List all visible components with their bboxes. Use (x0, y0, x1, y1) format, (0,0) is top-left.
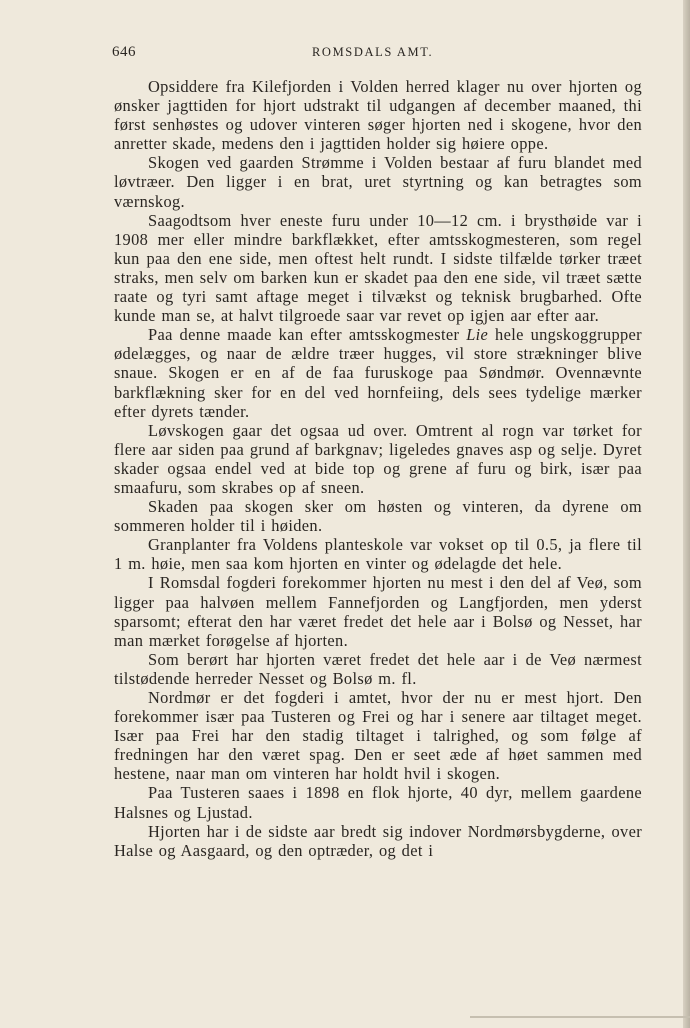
author-name: Lie (466, 325, 489, 345)
paragraph-kilefjorden: Opsiddere fra Kilefjorden i Volden herred klager nu over hjorten og ønsker jagttiden for hjort udstrakt til udgangen af december maaned, thi først senhøstes og udover vinteren søger hjorten ned i skogene, hvor den anretter skade, medens den i jagttiden holder sig høiere oppe. (114, 77, 642, 154)
page-number: 646 (112, 44, 136, 60)
running-head: ROMSDALS AMT. (312, 45, 434, 59)
paragraph-romsdal: I Romsdal fogderi forekommer hjorten nu mest i den del af Veø, som ligger paa halvøen mellem Fannefjorden og Langfjorden, men yderst sparsomt; efterat den har været fredet det hele aar i Bolsø og Nesset, har man mærket forøgelse af hjorten. (114, 573, 642, 650)
page-header (112, 44, 642, 64)
paragraph-tusteren: Paa Tusteren saaes i 1898 en flok hjorte, 40 dyr, mellem gaardene Halsnes og Ljustad. (114, 783, 642, 822)
paragraph-granplanter: Granplanter fra Voldens planteskole var vokset op til 0.5, ja flere til 1 m. høie, men saa kom hjorten en vinter og ødelagde det hele. (114, 535, 642, 574)
paragraph-lovskog: Løvskogen gaar det ogsaa ud over. Omtrent al rogn var tørket for flere aar siden paa grund af barkgnav; ligeledes gnaves asp og selje. Dyret skader ogsaa endel ved at bide top og grene af furu og birk, især paa smaafuru, som skrabes op af sneen. (114, 420, 642, 497)
paragraph-ungskog-after: hele ungskoggrupper ødelægges, og naar de ældre træer hugges, vil store strækninger blive snaue. Skogen er en af de faa furuskoge paa Søndmør. Ovennævnte barkflækning sker for en del ved hornfeiing, dels sees tydelige mærker efter dyrets tænder. (114, 325, 642, 421)
paragraph-skaden: Skaden paa skogen sker om høsten og vinteren, da dyrene om sommeren holder til i høiden. (114, 497, 642, 536)
paragraph-nordmor: Nordmør er det fogderi i amtet, hvor der nu er mest hjort. Den forekommer især paa Tusteren og Frei og har i senere aar tiltaget meget. Især paa Frei har den stadig tiltaget i talrighed, og som følge af fredningen har den været spag. Den er seet æde af høet sammen med hestene, naar man om vinteren har holdt hvil i skogen. (114, 688, 642, 784)
body-text (114, 77, 642, 860)
page-edge (683, 0, 690, 1028)
paragraph-stromme: Skogen ved gaarden Strømme i Volden bestaar af furu blandet med løvtræer. Den ligger i en brat, uret styrtning og kan betragtes som værnskog. (114, 153, 642, 211)
paragraph-ungskog-before: Paa denne maade kan efter amtsskogmester (148, 325, 467, 345)
paragraph-fredet: Som berørt har hjorten været fredet det hele aar i de Veø nærmest tilstødende herreder Nesset og Bolsø m. fl. (114, 649, 642, 688)
paragraph-hjorten-bredt: Hjorten har i de sidste aar bredt sig indover Nordmørsbygderne, over Halse og Aasgaard, og den optræder, og det i (114, 821, 642, 860)
paragraph-barkflaekning: Saagodtsom hver eneste furu under 10—12 cm. i brysthøide var i 1908 mer eller mindre barkflækket, efter amtsskogmesteren, som regel kun paa den ene side, men oftest helt rundt. I sidste tilfælde tørker træet straks, men selv om barken kun er skadet paa den ene side, vil træet sætte raate og tyri samt aftage meget i tilvækst og teknisk brugbarhed. Ofte kunde man se, at halvt tilgroede saar var revet op igjen aar efter aar. (114, 210, 642, 326)
paragraph-ungskog (114, 325, 642, 420)
page-bottom-shadow (470, 1016, 690, 1018)
